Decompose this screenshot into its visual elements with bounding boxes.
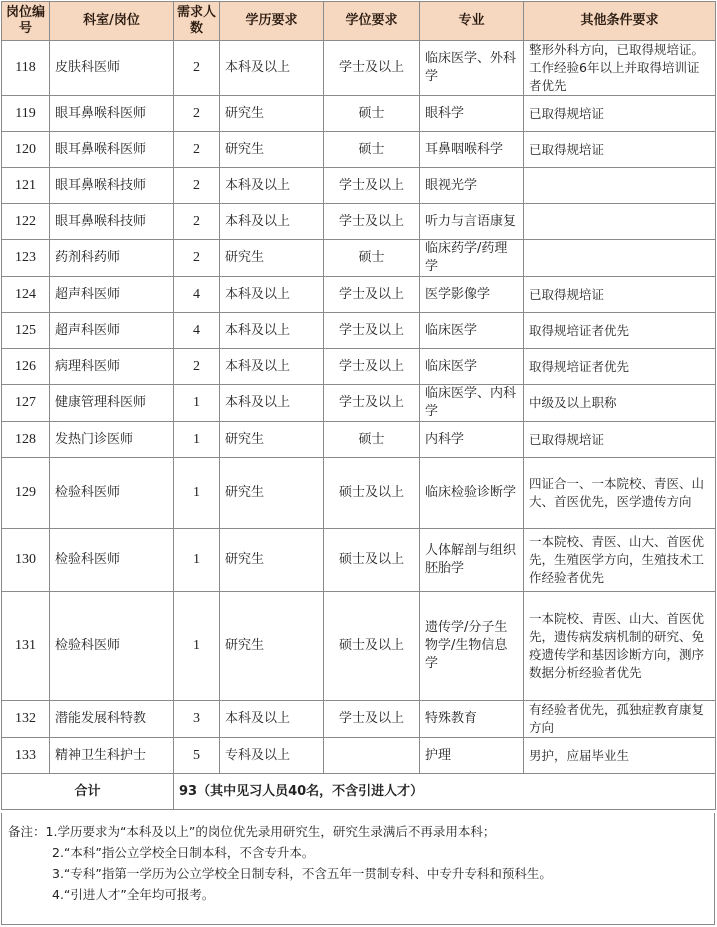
position-id-cell: 129 (2, 458, 50, 529)
notes-prefix: 备注： (8, 824, 46, 839)
note-line-3 (8, 863, 714, 884)
total-row (2, 774, 716, 810)
position-id-cell: 124 (2, 277, 50, 313)
department-cell: 健康管理科医师 (50, 385, 174, 422)
education-cell: 研究生 (220, 458, 324, 529)
table-row (2, 132, 716, 168)
other-requirements-cell: 已取得规培证 (524, 277, 716, 313)
headcount-cell: 5 (174, 738, 220, 774)
other-requirements-cell: 中级及以上职称 (524, 385, 716, 422)
degree-cell: 学士及以上 (324, 168, 420, 204)
table-row (2, 277, 716, 313)
table-row (2, 701, 716, 738)
table-row (2, 96, 716, 132)
total-label: 合计 (2, 774, 174, 810)
note-line-1 (8, 821, 714, 842)
education-cell: 本科及以上 (220, 349, 324, 385)
education-cell: 研究生 (220, 422, 324, 458)
other-requirements-cell (524, 204, 716, 240)
headcount-cell: 2 (174, 41, 220, 96)
other-requirements-cell: 已取得规培证 (524, 422, 716, 458)
headcount-cell: 3 (174, 701, 220, 738)
degree-cell (324, 738, 420, 774)
position-id-cell: 126 (2, 349, 50, 385)
header-other-requirements: 其他条件要求 (524, 2, 716, 41)
table-row (2, 458, 716, 529)
note-line-2 (8, 842, 714, 863)
header-headcount: 需求人数 (174, 2, 220, 41)
table-row (2, 529, 716, 592)
other-requirements-cell: 有经验者优先，孤独症教育康复方向 (524, 701, 716, 738)
other-requirements-cell: 四证合一、一本院校、青医、山大、首医优先，医学遗传方向 (524, 458, 716, 529)
position-id-cell: 122 (2, 204, 50, 240)
major-cell: 医学影像学 (420, 277, 524, 313)
total-value: 93（其中见习人员40名，不含引进人才） (174, 774, 716, 810)
education-cell: 研究生 (220, 132, 324, 168)
degree-cell: 学士及以上 (324, 313, 420, 349)
major-cell: 临床检验诊断学 (420, 458, 524, 529)
table-header (2, 2, 716, 41)
headcount-cell: 2 (174, 132, 220, 168)
department-cell: 眼耳鼻喉科医师 (50, 96, 174, 132)
department-cell: 精神卫生科护士 (50, 738, 174, 774)
department-cell: 眼耳鼻喉科技师 (50, 204, 174, 240)
major-cell: 临床医学、外科学 (420, 41, 524, 96)
headcount-cell: 1 (174, 458, 220, 529)
degree-cell: 学士及以上 (324, 349, 420, 385)
degree-cell: 硕士 (324, 96, 420, 132)
header-education: 学历要求 (220, 2, 324, 41)
major-cell: 临床医学、内科学 (420, 385, 524, 422)
job-positions-table (1, 1, 716, 810)
table-row (2, 422, 716, 458)
position-id-cell: 118 (2, 41, 50, 96)
headcount-cell: 2 (174, 204, 220, 240)
major-cell: 内科学 (420, 422, 524, 458)
note-item: 4.“引进人才”全年均可报考。 (52, 887, 215, 902)
education-cell: 研究生 (220, 240, 324, 277)
degree-cell: 学士及以上 (324, 277, 420, 313)
other-requirements-cell: 一本院校、青医、山大、首医优先，生殖医学方向，生殖技术工作经验者优先 (524, 529, 716, 592)
table-row (2, 738, 716, 774)
headcount-cell: 1 (174, 529, 220, 592)
major-cell: 临床药学/药理学 (420, 240, 524, 277)
education-cell: 研究生 (220, 592, 324, 701)
degree-cell: 硕士 (324, 240, 420, 277)
education-cell: 本科及以上 (220, 701, 324, 738)
table-row (2, 204, 716, 240)
department-cell: 病理科医师 (50, 349, 174, 385)
header-row (2, 2, 716, 41)
table-row (2, 41, 716, 96)
department-cell: 皮肤科医师 (50, 41, 174, 96)
other-requirements-cell: 一本院校、青医、山大、首医优先，遗传病发病机制的研究、免疫遗传学和基因诊断方向，测序数据分析经验者优先 (524, 592, 716, 701)
position-id-cell: 119 (2, 96, 50, 132)
degree-cell: 硕士及以上 (324, 592, 420, 701)
degree-cell: 硕士及以上 (324, 529, 420, 592)
department-cell: 检验科医师 (50, 529, 174, 592)
degree-cell: 硕士 (324, 422, 420, 458)
education-cell: 本科及以上 (220, 41, 324, 96)
other-requirements-cell: 男护，应届毕业生 (524, 738, 716, 774)
major-cell: 耳鼻咽喉科学 (420, 132, 524, 168)
degree-cell: 硕士及以上 (324, 458, 420, 529)
table-row (2, 349, 716, 385)
position-id-cell: 131 (2, 592, 50, 701)
department-cell: 潜能发展科特教 (50, 701, 174, 738)
header-major: 专业 (420, 2, 524, 41)
headcount-cell: 1 (174, 592, 220, 701)
other-requirements-cell (524, 168, 716, 204)
headcount-cell: 1 (174, 422, 220, 458)
degree-cell: 学士及以上 (324, 41, 420, 96)
headcount-cell: 4 (174, 313, 220, 349)
other-requirements-cell: 已取得规培证 (524, 132, 716, 168)
table-body (2, 41, 716, 810)
position-id-cell: 121 (2, 168, 50, 204)
education-cell: 本科及以上 (220, 277, 324, 313)
other-requirements-cell: 已取得规培证 (524, 96, 716, 132)
note-item: 3.“专科”指第一学历为公立学校全日制专科，不含五年一贯制专科、中专升专科和预科生。 (52, 866, 552, 881)
headcount-cell: 2 (174, 96, 220, 132)
major-cell: 人体解剖与组织胚胎学 (420, 529, 524, 592)
position-id-cell: 133 (2, 738, 50, 774)
table-row (2, 385, 716, 422)
table-row (2, 240, 716, 277)
headcount-cell: 1 (174, 385, 220, 422)
position-id-cell: 130 (2, 529, 50, 592)
education-cell: 本科及以上 (220, 168, 324, 204)
degree-cell: 学士及以上 (324, 204, 420, 240)
other-requirements-cell: 整形外科方向，已取得规培证。工作经验6年以上并取得培训证者优先 (524, 41, 716, 96)
department-cell: 超声科医师 (50, 277, 174, 313)
education-cell: 本科及以上 (220, 313, 324, 349)
position-id-cell: 128 (2, 422, 50, 458)
note-item: 1.学历要求为“本科及以上”的岗位优先录用研究生，研究生录满后不再录用本科； (45, 824, 496, 839)
major-cell: 临床医学 (420, 313, 524, 349)
headcount-cell: 2 (174, 349, 220, 385)
note-line-4 (8, 884, 714, 905)
table-row (2, 313, 716, 349)
degree-cell: 学士及以上 (324, 701, 420, 738)
department-cell: 眼耳鼻喉科技师 (50, 168, 174, 204)
headcount-cell: 2 (174, 240, 220, 277)
table-row (2, 592, 716, 701)
education-cell: 研究生 (220, 529, 324, 592)
position-id-cell: 120 (2, 132, 50, 168)
department-cell: 药剂科药师 (50, 240, 174, 277)
education-cell: 研究生 (220, 96, 324, 132)
position-id-cell: 125 (2, 313, 50, 349)
headcount-cell: 4 (174, 277, 220, 313)
headcount-cell: 2 (174, 168, 220, 204)
other-requirements-cell: 取得规培证者优先 (524, 349, 716, 385)
major-cell: 眼视光学 (420, 168, 524, 204)
major-cell: 护理 (420, 738, 524, 774)
department-cell: 眼耳鼻喉科医师 (50, 132, 174, 168)
major-cell: 眼科学 (420, 96, 524, 132)
major-cell: 听力与言语康复 (420, 204, 524, 240)
major-cell: 临床医学 (420, 349, 524, 385)
education-cell: 本科及以上 (220, 204, 324, 240)
education-cell: 专科及以上 (220, 738, 324, 774)
position-id-cell: 127 (2, 385, 50, 422)
position-id-cell: 123 (2, 240, 50, 277)
education-cell: 本科及以上 (220, 385, 324, 422)
position-id-cell: 132 (2, 701, 50, 738)
degree-cell: 学士及以上 (324, 385, 420, 422)
major-cell: 特殊教育 (420, 701, 524, 738)
note-item: 2.“本科”指公立学校全日制本科，不含专升本。 (52, 845, 315, 860)
header-department: 科室/岗位 (50, 2, 174, 41)
header-position-id: 岗位编号 (2, 2, 50, 41)
other-requirements-cell (524, 240, 716, 277)
degree-cell: 硕士 (324, 132, 420, 168)
department-cell: 超声科医师 (50, 313, 174, 349)
department-cell: 检验科医师 (50, 458, 174, 529)
department-cell: 发热门诊医师 (50, 422, 174, 458)
notes-section (1, 813, 715, 925)
major-cell: 遗传学/分子生物学/生物信息学 (420, 592, 524, 701)
other-requirements-cell: 取得规培证者优先 (524, 313, 716, 349)
table-row (2, 168, 716, 204)
department-cell: 检验科医师 (50, 592, 174, 701)
header-degree: 学位要求 (324, 2, 420, 41)
